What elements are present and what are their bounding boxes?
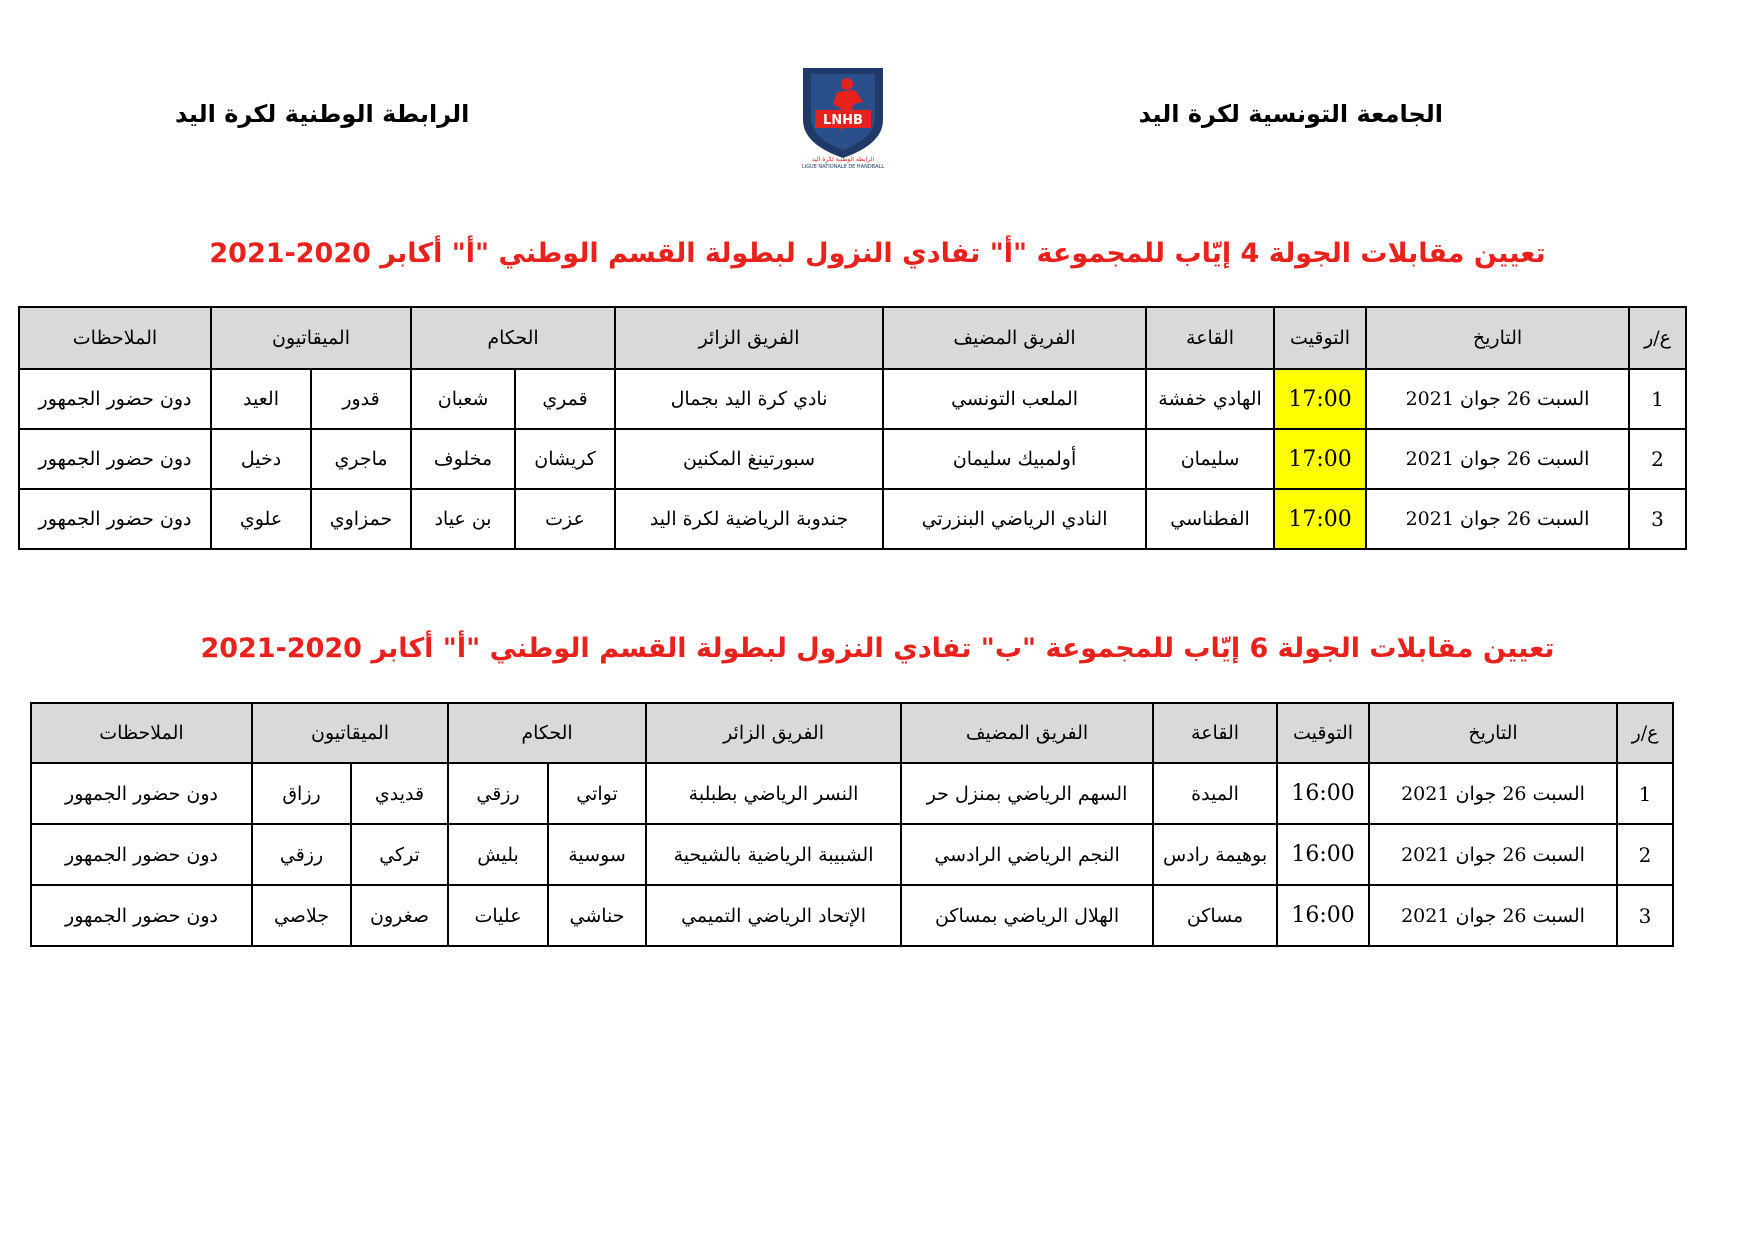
row-away-team: نادي كرة اليد بجمال	[615, 369, 883, 429]
row-num: 1	[1617, 763, 1673, 824]
row-home-team: النجم الرياضي الرادسي	[901, 824, 1153, 885]
col-away: الفريق الزائر	[646, 703, 901, 763]
row-time: 16:00	[1277, 885, 1369, 946]
row-away-team: جندوبة الرياضية لكرة اليد	[615, 489, 883, 549]
row-notes: دون حضور الجمهور	[31, 885, 252, 946]
row-referee-1: تواتي	[548, 763, 646, 824]
col-away: الفريق الزائر	[615, 307, 883, 369]
row-num: 3	[1629, 489, 1686, 549]
table-header-row	[19, 307, 1686, 369]
schedule-table-group-b	[30, 702, 1674, 947]
logo-caption-fr: LIGUE NATIONALE DE HANDBALL	[801, 164, 885, 170]
row-timekeeper-1: قدور	[311, 369, 411, 429]
row-referee-2: بليش	[448, 824, 548, 885]
row-notes: دون حضور الجمهور	[31, 824, 252, 885]
row-date: السبت 26 جوان 2021	[1369, 824, 1617, 885]
logo-caption-ar: الرابطة الوطنية لكرة اليد	[811, 156, 875, 163]
col-date: التاريخ	[1369, 703, 1617, 763]
col-num: ع/ر	[1617, 703, 1673, 763]
row-timekeeper-2: رزقي	[252, 824, 351, 885]
row-date: السبت 26 جوان 2021	[1369, 763, 1617, 824]
table-row	[19, 429, 1686, 489]
row-num: 1	[1629, 369, 1686, 429]
row-referee-1: كريشان	[515, 429, 615, 489]
row-timekeeper-1: قديدي	[351, 763, 448, 824]
federation-name: الجامعة التونسية لكرة اليد	[1138, 100, 1443, 128]
league-name: الرابطة الوطنية لكرة اليد	[175, 100, 470, 128]
logo-text: LNHB	[823, 113, 863, 128]
row-referee-2: مخلوف	[411, 429, 515, 489]
col-referees: الحكام	[448, 703, 646, 763]
section-b-title: تعيين مقابلات الجولة 6 إيّاب للمجموعة "ب" تفادي النزول لبطولة القسم الوطني "أ" أكابر 2020-2021	[200, 633, 1555, 664]
row-venue: الهادي خفشة	[1146, 369, 1274, 429]
row-date: السبت 26 جوان 2021	[1366, 369, 1629, 429]
row-venue: مساكن	[1153, 885, 1277, 946]
row-away-team: الإتحاد الرياضي التميمي	[646, 885, 901, 946]
col-timekeepers: الميقاتيون	[252, 703, 448, 763]
section-a-title: تعيين مقابلات الجولة 4 إيّاب للمجموعة "أ" تفادي النزول لبطولة القسم الوطني "أ" أكابر 2020-2021	[209, 238, 1546, 269]
table-header-row	[31, 703, 1673, 763]
row-away-team: سبورتينغ المكنين	[615, 429, 883, 489]
row-referee-2: بن عياد	[411, 489, 515, 549]
row-referee-1: قمري	[515, 369, 615, 429]
row-timekeeper-1: حمزاوي	[311, 489, 411, 549]
table-row	[19, 369, 1686, 429]
row-notes: دون حضور الجمهور	[19, 489, 211, 549]
row-num: 2	[1629, 429, 1686, 489]
col-notes: الملاحظات	[31, 703, 252, 763]
row-referee-1: حناشي	[548, 885, 646, 946]
row-referee-2: عليات	[448, 885, 548, 946]
row-num: 2	[1617, 824, 1673, 885]
row-venue: الميدة	[1153, 763, 1277, 824]
col-venue: القاعة	[1146, 307, 1274, 369]
row-notes: دون حضور الجمهور	[19, 369, 211, 429]
row-timekeeper-2: العيد	[211, 369, 311, 429]
row-timekeeper-2: جلاصي	[252, 885, 351, 946]
row-time: 17:00	[1274, 489, 1366, 549]
row-timekeeper-1: صغرون	[351, 885, 448, 946]
row-date: السبت 26 جوان 2021	[1369, 885, 1617, 946]
player-head-icon	[841, 78, 853, 90]
row-date: السبت 26 جوان 2021	[1366, 489, 1629, 549]
row-home-team: السهم الرياضي بمنزل حر	[901, 763, 1153, 824]
row-date: السبت 26 جوان 2021	[1366, 429, 1629, 489]
table-row	[19, 489, 1686, 549]
col-home: الفريق المضيف	[883, 307, 1146, 369]
col-date: التاريخ	[1366, 307, 1629, 369]
row-venue: بوهيمة رادس	[1153, 824, 1277, 885]
row-time: 16:00	[1277, 824, 1369, 885]
row-home-team: الهلال الرياضي بمساكن	[901, 885, 1153, 946]
row-home-team: أولمبيك سليمان	[883, 429, 1146, 489]
table-row	[31, 763, 1673, 824]
row-timekeeper-1: تركي	[351, 824, 448, 885]
row-time: 17:00	[1274, 369, 1366, 429]
row-timekeeper-2: علوي	[211, 489, 311, 549]
row-referee-2: رزقي	[448, 763, 548, 824]
row-home-team: الملعب التونسي	[883, 369, 1146, 429]
col-venue: القاعة	[1153, 703, 1277, 763]
table-row	[31, 885, 1673, 946]
row-away-team: النسر الرياضي بطبلبة	[646, 763, 901, 824]
row-notes: دون حضور الجمهور	[19, 429, 211, 489]
row-referee-1: عزت	[515, 489, 615, 549]
lnhb-logo	[793, 60, 893, 170]
col-time: التوقيت	[1274, 307, 1366, 369]
col-home: الفريق المضيف	[901, 703, 1153, 763]
row-timekeeper-2: دخيل	[211, 429, 311, 489]
row-venue: الفطناسي	[1146, 489, 1274, 549]
row-time: 17:00	[1274, 429, 1366, 489]
row-venue: سليمان	[1146, 429, 1274, 489]
row-timekeeper-1: ماجري	[311, 429, 411, 489]
col-timekeepers: الميقاتيون	[211, 307, 411, 369]
col-notes: الملاحظات	[19, 307, 211, 369]
col-referees: الحكام	[411, 307, 615, 369]
schedule-table-group-a	[18, 306, 1687, 550]
row-referee-2: شعبان	[411, 369, 515, 429]
row-time: 16:00	[1277, 763, 1369, 824]
row-num: 3	[1617, 885, 1673, 946]
row-notes: دون حضور الجمهور	[31, 763, 252, 824]
col-num: ع/ر	[1629, 307, 1686, 369]
row-home-team: النادي الرياضي البنزرتي	[883, 489, 1146, 549]
row-timekeeper-2: رزاق	[252, 763, 351, 824]
row-away-team: الشبيبة الرياضية بالشيحية	[646, 824, 901, 885]
table-row	[31, 824, 1673, 885]
row-referee-1: سوسية	[548, 824, 646, 885]
col-time: التوقيت	[1277, 703, 1369, 763]
